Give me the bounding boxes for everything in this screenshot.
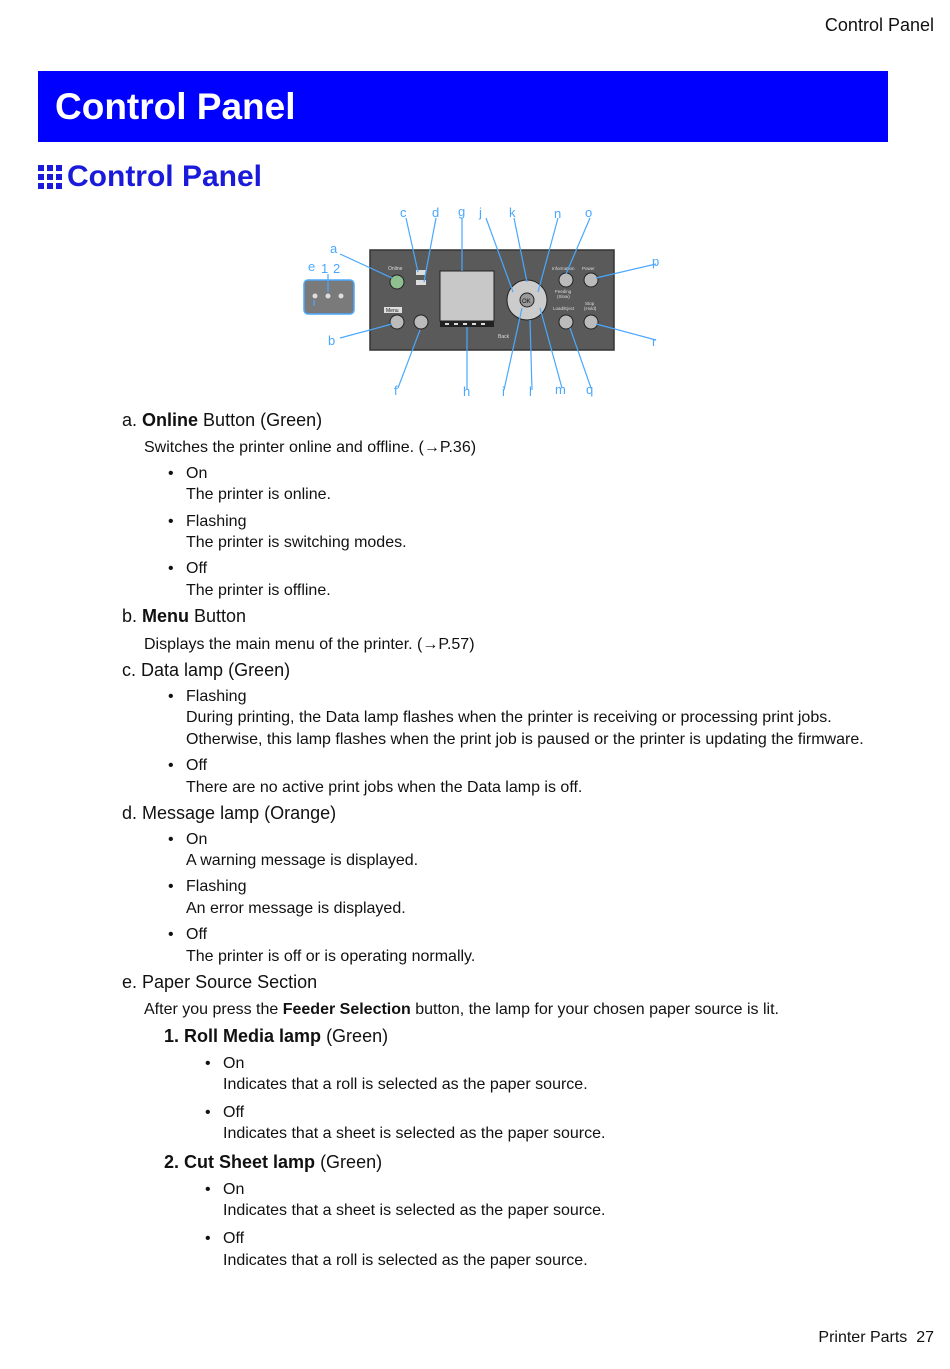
svg-text:Back: Back [498, 334, 510, 340]
item-b-heading: b. Menu Button [122, 606, 247, 626]
sub-1-bullet-1: • On [205, 1055, 245, 1072]
feeder-button [414, 315, 428, 329]
grid-icon [38, 165, 62, 189]
label-p: p [652, 254, 660, 269]
label-n: n [554, 206, 562, 221]
item-d-bullet-3-desc: The printer is off or is operating normally. [186, 948, 476, 965]
control-panel-diagram [300, 204, 680, 400]
label-h: h [463, 384, 471, 399]
sub-2-bullet-1-desc: Indicates that a sheet is selected as the paper source. [223, 1202, 606, 1219]
item-d-bullet-2-desc: An error message is displayed. [186, 900, 406, 917]
power-button [584, 273, 598, 287]
page-banner [38, 71, 888, 142]
label-r: r [652, 334, 657, 349]
svg-text:Stop: Stop [585, 301, 595, 306]
sub-2-bullet-1: • On [205, 1181, 245, 1198]
svg-text:(Slow): (Slow) [557, 294, 570, 299]
svg-text:Information: Information [552, 266, 575, 271]
page-footer [818, 1329, 934, 1347]
label-1: 1 [321, 261, 329, 276]
label-e: e [308, 259, 316, 274]
item-c-bullet-2: • Off [168, 757, 208, 774]
sub-2-bullet-2-desc: Indicates that a roll is selected as the paper source. [223, 1252, 588, 1269]
svg-text:Load/Eject: Load/Eject [553, 306, 575, 311]
item-e-heading: e. Paper Source Section [122, 972, 318, 992]
sub-1-bullet-2: • Off [205, 1104, 245, 1121]
item-a-bullet-2: • Flashing [168, 513, 247, 530]
sub-1-heading: 1. Roll Media lamp (Green) [164, 1026, 389, 1046]
item-c-bullet-1-desc-1: During printing, the Data lamp flashes when the printer is receiving or processing print jobs. [186, 709, 832, 726]
load-eject-button [559, 315, 573, 329]
running-header: Control Panel [824, 15, 934, 35]
information-button [559, 273, 573, 287]
label-q: q [586, 382, 594, 397]
label-b: b [328, 333, 336, 348]
label-f: f [394, 383, 398, 398]
item-a-bullet-3: • Off [168, 560, 208, 577]
item-e-description: After you press the Feeder Selection button, the lamp for your chosen paper source is lit. [144, 1001, 779, 1018]
item-a-bullet-1-desc: The printer is online. [186, 486, 331, 503]
banner-title: Control Panel [55, 85, 296, 127]
item-d-heading: d. Message lamp (Orange) [122, 803, 337, 823]
label-g: g [458, 204, 466, 219]
item-a-heading: a. Online Button (Green) [122, 410, 323, 430]
sub-1-bullet-1-desc: Indicates that a roll is selected as the paper source. [223, 1076, 588, 1093]
item-c-bullet-1: • Flashing [168, 688, 247, 705]
svg-text:OK: OK [522, 299, 531, 305]
item-a-bullet-1: • On [168, 465, 208, 482]
section-title: Control Panel [67, 160, 263, 193]
item-d-bullet-2: • Flashing [168, 878, 247, 895]
label-c: c [400, 205, 407, 220]
menu-button [390, 315, 404, 329]
svg-text:Power: Power [582, 266, 595, 271]
svg-text:(Hold): (Hold) [584, 306, 597, 311]
panel-online-text: Online [388, 266, 403, 272]
sub-2-bullet-2: • Off [205, 1230, 245, 1247]
item-c-bullet-2-desc: There are no active print jobs when the Data lamp is off. [186, 779, 583, 796]
svg-text:Feeding: Feeding [555, 289, 572, 294]
item-d-bullet-1-desc: A warning message is displayed. [186, 852, 419, 869]
page-number: 27 [916, 1329, 934, 1346]
stop-button [584, 315, 598, 329]
footer-section: Printer Parts [818, 1329, 908, 1346]
section-heading [38, 160, 262, 194]
panel-menu-text: Menu [386, 308, 399, 314]
item-b-description: Displays the main menu of the printer. (→P.57) [144, 636, 475, 653]
label-i: i [502, 384, 505, 399]
item-d-bullet-1: • On [168, 831, 208, 848]
item-d-bullet-3: • Off [168, 926, 208, 943]
label-l: l [529, 384, 532, 399]
label-2: 2 [333, 261, 341, 276]
label-o: o [585, 205, 593, 220]
label-a: a [330, 241, 338, 256]
label-m: m [555, 382, 566, 397]
display-screen [440, 271, 494, 321]
item-a-bullet-3-desc: The printer is offline. [186, 582, 331, 599]
label-j: j [479, 205, 482, 220]
item-a-description: Switches the printer online and offline. (→P.36) [144, 439, 477, 456]
item-a-bullet-2-desc: The printer is switching modes. [186, 534, 407, 551]
sub-2-heading: 2. Cut Sheet lamp (Green) [164, 1152, 383, 1172]
item-c-heading: c. Data lamp (Green) [122, 660, 291, 680]
sub-1-bullet-2-desc: Indicates that a sheet is selected as the paper source. [223, 1125, 606, 1142]
label-d: d [432, 205, 440, 220]
online-button [390, 275, 404, 289]
item-c-bullet-1-desc-2: Otherwise, this lamp flashes when the print job is paused or the printer is updating the firmware. [186, 731, 864, 748]
label-k: k [509, 205, 516, 220]
